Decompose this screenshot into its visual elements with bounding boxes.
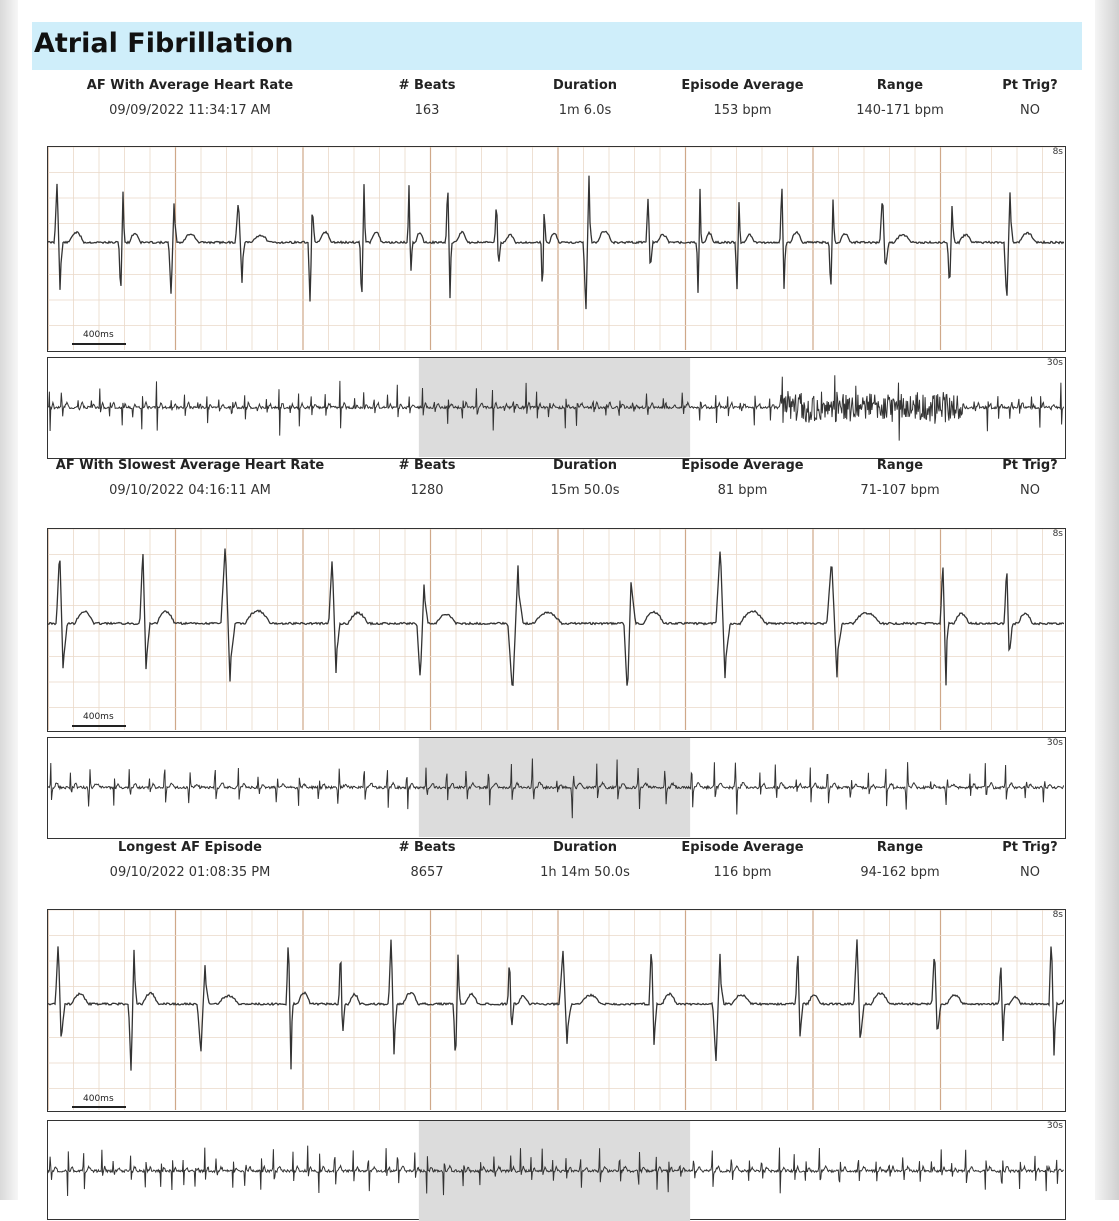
beats-value: 1280 bbox=[410, 483, 444, 498]
duration-value: 15m 50.0s bbox=[550, 483, 620, 498]
ecg-detail-svg bbox=[48, 910, 1064, 1110]
range-header: Range bbox=[876, 840, 924, 855]
strip-duration-label: 8s bbox=[1052, 147, 1063, 157]
duration-header: Duration bbox=[552, 840, 618, 855]
trigger-value: NO bbox=[1020, 483, 1040, 498]
episode-value-row bbox=[30, 865, 1086, 885]
duration-header: Duration bbox=[552, 78, 618, 93]
ecg-overview-strip bbox=[47, 737, 1066, 839]
overview-duration-label: 30s bbox=[1046, 1121, 1063, 1131]
beats-value: 8657 bbox=[410, 865, 444, 880]
beats-header: # Beats bbox=[398, 78, 456, 93]
ecg-overview-svg bbox=[48, 358, 1064, 457]
title-bar bbox=[32, 22, 1082, 70]
beats-header: # Beats bbox=[398, 840, 456, 855]
episode-section-3 bbox=[30, 840, 1086, 1200]
ecg-trace bbox=[48, 176, 1064, 309]
scale-bar bbox=[72, 343, 126, 345]
range-value: 94-162 bpm bbox=[860, 865, 940, 880]
ecg-detail-svg bbox=[48, 529, 1064, 730]
page-shadow-left bbox=[0, 0, 18, 1200]
episode-section-1 bbox=[30, 78, 1086, 458]
range-value: 71-107 bpm bbox=[860, 483, 940, 498]
ecg-overview-strip bbox=[47, 1120, 1066, 1220]
duration-header: Duration bbox=[552, 458, 618, 473]
trigger-header: Pt Trig? bbox=[1002, 458, 1058, 473]
range-header: Range bbox=[876, 78, 924, 93]
trigger-header: Pt Trig? bbox=[1002, 840, 1058, 855]
episode-datetime: 09/09/2022 11:34:17 AM bbox=[109, 103, 271, 118]
range-header: Range bbox=[876, 458, 924, 473]
ecg-overview-svg bbox=[48, 738, 1064, 837]
trigger-value: NO bbox=[1020, 865, 1040, 880]
trigger-value: NO bbox=[1020, 103, 1040, 118]
page-title: Atrial Fibrillation bbox=[34, 28, 294, 59]
strip-duration-label: 8s bbox=[1052, 529, 1063, 539]
episode-header-row bbox=[30, 840, 1086, 860]
average-header: Episode Average bbox=[681, 458, 804, 473]
average-value: 116 bpm bbox=[713, 865, 772, 880]
episode-name: Longest AF Episode bbox=[118, 840, 262, 855]
ecg-detail-strip bbox=[47, 146, 1066, 352]
episode-name: AF With Average Heart Rate bbox=[86, 78, 294, 93]
scale-label: 400ms bbox=[83, 1094, 114, 1104]
episode-header-row bbox=[30, 458, 1086, 478]
scale-bar bbox=[72, 725, 126, 727]
episode-value-row bbox=[30, 103, 1086, 123]
ecg-grid bbox=[48, 910, 1064, 1110]
duration-value: 1m 6.0s bbox=[558, 103, 612, 118]
average-value: 81 bpm bbox=[717, 483, 768, 498]
ecg-overview-svg bbox=[48, 1121, 1064, 1221]
episode-datetime: 09/10/2022 01:08:35 PM bbox=[109, 865, 271, 880]
page-shadow-right bbox=[1095, 0, 1119, 1200]
ecg-overview-strip bbox=[47, 357, 1066, 459]
episode-name: AF With Slowest Average Heart Rate bbox=[55, 458, 325, 473]
scale-label: 400ms bbox=[83, 330, 114, 340]
average-header: Episode Average bbox=[681, 78, 804, 93]
ecg-trace bbox=[48, 939, 1064, 1070]
range-value: 140-171 bpm bbox=[856, 103, 944, 118]
ecg-trace bbox=[48, 549, 1064, 686]
episode-section-2 bbox=[30, 458, 1086, 838]
episode-datetime: 09/10/2022 04:16:11 AM bbox=[109, 483, 271, 498]
ecg-detail-strip bbox=[47, 528, 1066, 732]
scale-bar bbox=[72, 1106, 126, 1108]
strip-duration-label: 8s bbox=[1052, 910, 1063, 920]
trigger-header: Pt Trig? bbox=[1002, 78, 1058, 93]
episode-value-row bbox=[30, 483, 1086, 503]
ecg-grid bbox=[48, 529, 1064, 730]
scale-label: 400ms bbox=[83, 712, 114, 722]
episode-header-row bbox=[30, 78, 1086, 98]
average-header: Episode Average bbox=[681, 840, 804, 855]
beats-value: 163 bbox=[414, 103, 440, 118]
overview-duration-label: 30s bbox=[1046, 358, 1063, 368]
average-value: 153 bpm bbox=[713, 103, 772, 118]
ecg-grid bbox=[48, 147, 1064, 350]
ecg-detail-strip bbox=[47, 909, 1066, 1112]
report-page bbox=[30, 20, 1086, 1200]
duration-value: 1h 14m 50.0s bbox=[540, 865, 630, 880]
overview-duration-label: 30s bbox=[1046, 738, 1063, 748]
beats-header: # Beats bbox=[398, 458, 456, 473]
ecg-detail-svg bbox=[48, 147, 1064, 350]
